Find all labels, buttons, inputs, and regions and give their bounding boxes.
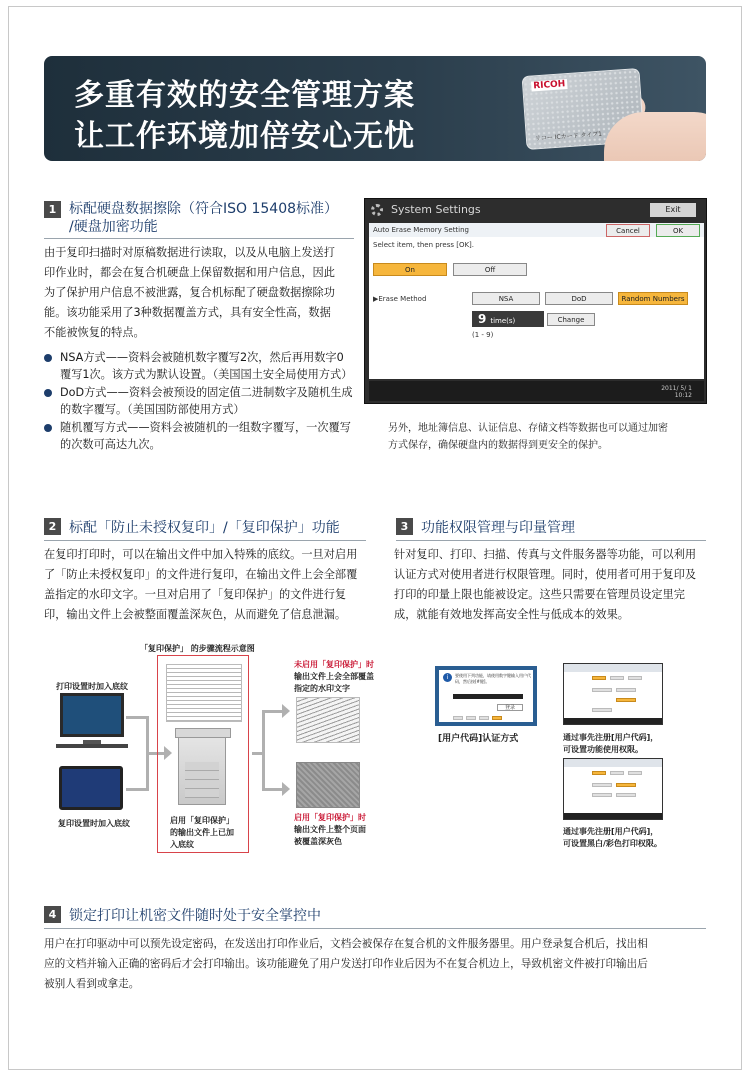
panel-footer (564, 718, 662, 724)
tab-button[interactable] (628, 771, 642, 775)
panel-footer (564, 813, 662, 819)
section2-rule (44, 540, 366, 541)
section3-paragraph (394, 545, 712, 625)
caption-color-permission (563, 826, 662, 850)
para-line: 针对复印、打印、扫描、传真与文件服务器等功能，可以利用 (394, 548, 697, 561)
option-button[interactable] (592, 708, 612, 712)
panel-header (564, 664, 662, 672)
arrow-right-icon (282, 704, 290, 718)
label-line: 指定的水印文字 (294, 684, 350, 693)
section2-paragraph (44, 545, 374, 625)
enabled-output-label (294, 812, 366, 848)
section3-number: 3 (396, 518, 413, 535)
para-line: 不能被恢复的特点。 (44, 326, 145, 339)
ok-button[interactable]: OK (656, 224, 700, 237)
section1-paragraph (44, 243, 362, 343)
label-line: 启用「复印保护」 (170, 816, 234, 825)
list-item: DoD方式——资料会被预设的固定值二进制数字及随机生成的数字覆写。（美国国防部使用方式） (44, 384, 354, 418)
para-line: 被别人看到或拿走。 (44, 978, 140, 990)
note-line: 另外，地址簿信息、认证信息、存储文档等数据也可以通过加密 (388, 423, 668, 434)
info-icon: i (443, 673, 452, 682)
enabled-label (170, 815, 234, 851)
connector-line (262, 788, 284, 791)
gear-icon (371, 204, 383, 216)
list-item: 随机覆写方式——资料会被随机的一组数字覆写，一次覆写的次数可高达九次。 (44, 419, 354, 453)
disabled-output-label (294, 659, 374, 695)
screen-footer (369, 381, 704, 401)
screen-header: Auto Erase Memory Setting (369, 223, 704, 237)
pc-label: 打印设置时加入底纹 (56, 682, 128, 691)
label-line: 被覆盖深灰色 (294, 837, 342, 846)
para-line: 打印的印量上限也能被设定。这些只需要在管理员设定里完 (394, 588, 685, 601)
note-line: 方式保存，确保硬盘内的数据得到更安全的保护。 (388, 440, 608, 451)
section4-rule (44, 928, 706, 929)
list-item: NSA方式——资料会被随机数字覆写2次，然后再用数字0覆写1次。该方式为默认设置。（美国国土安全局使用方式） (44, 349, 354, 383)
option-button[interactable] (616, 783, 636, 787)
hero-banner (44, 56, 706, 161)
option-button[interactable] (616, 793, 636, 797)
times-display (472, 311, 544, 327)
date-text: 2011/ 5/ 1 (661, 385, 692, 392)
label-line: 的输出文件上已加 (170, 828, 234, 837)
para-line: 了「防止未授权复印」的文件进行复印，在输出文件上会全部覆 (44, 568, 358, 581)
tab-button[interactable] (628, 676, 642, 680)
section1-number: 1 (44, 201, 61, 218)
para-line: 在复印打印时，可以在输出文件中加入特殊的底纹。一旦对启用 (44, 548, 358, 561)
label-line: 输出文件上整个页面 (294, 825, 366, 834)
panel-header (564, 759, 662, 767)
document-with-pattern (166, 664, 242, 722)
para-line: 用户在打印驱动中可以预先设定密码，在发送出打印作业后，文档会被保存在复合机的文件服务器里。用户登录复合机后，找出相 (44, 938, 648, 950)
section1-note (388, 420, 708, 454)
tab-button[interactable] (592, 676, 606, 680)
section4-number: 4 (44, 906, 61, 923)
section3-rule (396, 540, 706, 541)
system-settings-screen (364, 198, 707, 404)
screen-title: System Settings (391, 203, 481, 216)
keyboard (56, 744, 128, 748)
caption-line: 可设置功能使用权限。 (563, 745, 643, 754)
hero-title-line1: 多重有效的安全管理方案 (74, 78, 415, 113)
para-line: 盖指定的水印文字。一旦对启用了「复印保护」的文件进行复 (44, 588, 347, 601)
section1-rule (44, 238, 354, 239)
connector-line (262, 710, 284, 713)
code-input-bar[interactable] (453, 694, 523, 699)
section4-title: 锁定打印让机密文件随时处于安全掌控中 (69, 908, 321, 924)
tab-button[interactable] (592, 771, 606, 775)
label-line: 未启用「复印保护」时 (294, 660, 374, 669)
color-permission-panel (563, 758, 663, 820)
label-line: 入底纹 (170, 840, 194, 849)
random-numbers-button[interactable]: Random Numbers (618, 292, 688, 305)
para-line: 由于复印扫描时对原稿数据进行读取，以及从电脑上发送打 (44, 246, 335, 259)
control-panel-device (59, 766, 123, 810)
card-brand: RICOH (532, 79, 566, 92)
times-label: time(s) (490, 317, 516, 325)
section2-title: 标配「防止未授权复印」/「复印保护」功能 (69, 520, 340, 536)
screen-titlebar (365, 199, 706, 221)
para-line: 印，输出文件上会被整面覆盖深灰色，从而避免了信息泄漏。 (44, 608, 347, 621)
function-permission-panel (563, 663, 663, 725)
screen-body (369, 223, 704, 379)
option-button[interactable] (592, 793, 612, 797)
nsa-button[interactable]: NSA (472, 292, 540, 305)
erase-method-label: ▶Erase Method (373, 295, 427, 303)
exit-button[interactable]: Exit (650, 203, 696, 217)
connector-line (126, 788, 146, 791)
option-button[interactable] (616, 688, 636, 692)
label-line: 启用「复印保护」时 (294, 813, 366, 822)
times-value: 9 (478, 312, 487, 326)
auth-method-label: [用户代码]认证方式 (438, 734, 519, 744)
section1-heading (44, 200, 354, 236)
on-button[interactable]: On (373, 263, 447, 276)
label-line: 输出文件上会全部覆盖 (294, 672, 374, 681)
times-range: (1 - 9) (472, 331, 494, 339)
caption-function-permission (563, 732, 658, 756)
card-caption: リコー ICカード タイプ1 (534, 130, 603, 143)
watermark-output (296, 697, 360, 743)
caption-line: 通过事先注册[用户代码]， (563, 733, 659, 742)
caption-line: 可设置黑白/彩色打印权限。 (563, 839, 662, 848)
connector-line (126, 716, 146, 719)
diagram-caption: 「复印保护」 的步骤流程示意图 (140, 644, 255, 653)
section4-heading (44, 905, 704, 925)
erase-methods-list (44, 349, 354, 454)
key-button[interactable] (453, 716, 463, 720)
tab-button[interactable] (610, 676, 624, 680)
auth-message: 要使用下列功能，请使用数字键输入用户代码，然后按[#键]。 (455, 673, 531, 684)
section2-number: 2 (44, 518, 61, 535)
change-button[interactable]: Change (547, 313, 595, 326)
key-button[interactable] (466, 716, 476, 720)
section3-title: 功能权限管理与印量管理 (421, 520, 575, 536)
section4-paragraph (44, 934, 714, 994)
multifunction-printer (178, 733, 226, 805)
para-line: 认证方式对使用者进行权限管理。同时，使用者可用于复印及 (394, 568, 697, 581)
cancel-button[interactable]: Cancel (606, 224, 650, 237)
option-button[interactable] (592, 783, 612, 787)
grey-output (296, 762, 360, 808)
screen-prompt: Select item, then press [OK]. (373, 241, 475, 249)
auth-screen-body (439, 670, 533, 722)
key-button[interactable] (492, 716, 502, 720)
connector-line (262, 710, 265, 790)
hand-image (604, 112, 706, 161)
dod-button[interactable]: DoD (545, 292, 613, 305)
para-line: 为了保护用户信息不被泄露，复合机标配了硬盘数据擦除功 (44, 286, 335, 299)
key-button[interactable] (479, 716, 489, 720)
off-button[interactable]: Off (453, 263, 527, 276)
section3-heading (396, 517, 706, 537)
tab-button[interactable] (610, 771, 624, 775)
option-button[interactable] (616, 698, 636, 702)
option-button[interactable] (592, 688, 612, 692)
hero-title-line2: 让工作环境加倍安心无忧 (74, 119, 415, 154)
arrow-right-icon (282, 782, 290, 796)
para-line: 应的文档并输入正确的密码后才会打印输出。该功能避免了用户发送打印作业后因为不在复合机边上，导致机密文件被打印输出后 (44, 958, 648, 970)
user-code-auth-screen (435, 666, 537, 726)
login-button[interactable]: 登录 (497, 704, 523, 711)
section2-heading (44, 517, 374, 537)
para-line: 成，就能有效地发挥高安全性与低成本的效果。 (394, 608, 629, 621)
time-text: 10:12 (674, 392, 692, 399)
screen-datetime (661, 385, 692, 399)
section1-title-line2: /硬盘加密功能 (69, 219, 158, 235)
caption-line: 通过事先注册[用户代码]， (563, 827, 659, 836)
section1-title-line1: 标配硬盘数据擦除（符合ISO 15408标准） (69, 201, 339, 217)
device-label: 复印设置时加入底纹 (58, 819, 130, 828)
para-line: 印作业时，都会在复合机硬盘上保留数据和用户信息，因此 (44, 266, 335, 279)
para-line: 能。该功能采用了3种数据覆盖方式，具有安全性高，数据 (44, 306, 331, 319)
desktop-monitor (60, 693, 124, 737)
